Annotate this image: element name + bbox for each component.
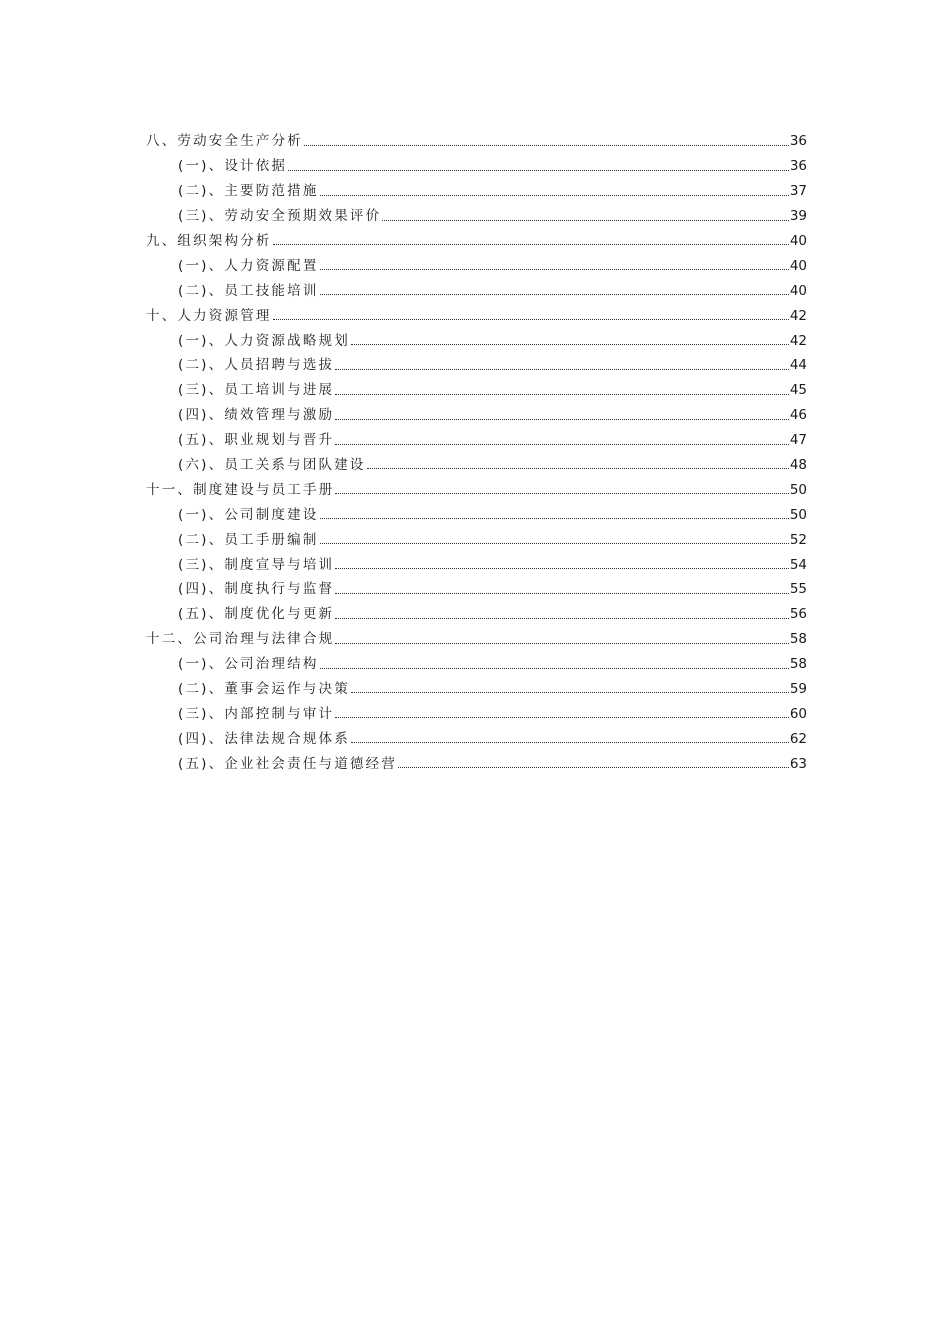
toc-entry-page-number: 46 <box>789 407 807 424</box>
toc-entry-page-number: 48 <box>789 456 807 473</box>
dot-leader <box>335 493 788 494</box>
toc-entry[interactable] <box>146 151 807 176</box>
toc-entry[interactable] <box>146 574 807 599</box>
dot-leader <box>351 692 789 693</box>
toc-entry-label: 十一、制度建设与员工手册 <box>146 481 335 498</box>
dot-leader <box>320 518 789 519</box>
dot-leader <box>335 593 789 594</box>
toc-entry[interactable] <box>146 624 807 649</box>
toc-entry-page-number: 55 <box>789 581 807 598</box>
dot-leader <box>335 394 789 395</box>
toc-entry[interactable] <box>146 300 807 325</box>
toc-entry-label: (五)、职业规划与晋升 <box>178 432 335 449</box>
toc-entry-label: (二)、员工技能培训 <box>178 282 319 299</box>
toc-entry-label: (四)、绩效管理与激励 <box>178 407 335 424</box>
toc-entry-page-number: 39 <box>789 208 807 225</box>
toc-entry-label: (二)、员工手册编制 <box>178 531 319 548</box>
toc-entry[interactable] <box>146 400 807 425</box>
toc-entry-label: (六)、员工关系与团队建设 <box>178 456 366 473</box>
dot-leader <box>335 419 789 420</box>
dot-leader <box>367 468 789 469</box>
dot-leader <box>335 568 789 569</box>
toc-entry-label: (一)、设计依据 <box>178 158 288 175</box>
toc-entry[interactable] <box>146 201 807 226</box>
dot-leader <box>351 742 789 743</box>
toc-entry-label: 十、人力资源管理 <box>146 307 272 324</box>
toc-entry-label: 九、组织架构分析 <box>146 232 272 249</box>
toc-entry-page-number: 37 <box>789 183 807 200</box>
toc-entry-page-number: 54 <box>789 556 807 573</box>
toc-entry-label: (一)、公司治理结构 <box>178 656 319 673</box>
toc-entry[interactable] <box>146 450 807 475</box>
toc-entry-label: (三)、内部控制与审计 <box>178 705 335 722</box>
toc-entry[interactable] <box>146 425 807 450</box>
toc-entry-page-number: 45 <box>789 382 807 399</box>
toc-entry-label: (五)、企业社会责任与道德经营 <box>178 755 398 772</box>
toc-entry-page-number: 52 <box>789 531 807 548</box>
dot-leader <box>382 220 788 221</box>
toc-entry-page-number: 62 <box>789 730 807 747</box>
toc-entry[interactable] <box>146 524 807 549</box>
toc-entry[interactable] <box>146 674 807 699</box>
toc-entry-label: (三)、制度宣导与培训 <box>178 556 335 573</box>
toc-entry-label: (四)、制度执行与监督 <box>178 581 335 598</box>
toc-entry[interactable] <box>146 698 807 723</box>
dot-leader <box>320 543 789 544</box>
toc-entry-page-number: 42 <box>789 332 807 349</box>
toc-entry-label: 十二、公司治理与法律合规 <box>146 631 335 648</box>
toc-entry-page-number: 36 <box>789 158 807 175</box>
toc-entry[interactable] <box>146 226 807 251</box>
dot-leader <box>335 618 789 619</box>
toc-entry-label: (二)、主要防范措施 <box>178 183 319 200</box>
toc-entry[interactable] <box>146 499 807 524</box>
toc-entry[interactable] <box>146 599 807 624</box>
toc-entry-page-number: 40 <box>789 282 807 299</box>
toc-entry-page-number: 42 <box>789 307 807 324</box>
toc-entry-page-number: 47 <box>789 432 807 449</box>
toc-entry-label: (一)、公司制度建设 <box>178 506 319 523</box>
dot-leader <box>320 269 789 270</box>
toc-entry-page-number: 50 <box>789 506 807 523</box>
dot-leader <box>320 668 789 669</box>
dot-leader <box>351 344 789 345</box>
toc-entry-page-number: 58 <box>789 631 807 648</box>
toc-entry-page-number: 59 <box>789 680 807 697</box>
toc-entry[interactable] <box>146 176 807 201</box>
dot-leader <box>320 195 789 196</box>
dot-leader <box>335 444 789 445</box>
dot-leader <box>320 294 789 295</box>
toc-entry[interactable] <box>146 474 807 499</box>
dot-leader <box>398 767 789 768</box>
toc-entry-page-number: 40 <box>789 257 807 274</box>
toc-entry-label: (三)、员工培训与进展 <box>178 382 335 399</box>
dot-leader <box>288 170 789 171</box>
dot-leader <box>304 145 789 146</box>
toc-entry-page-number: 40 <box>789 232 807 249</box>
toc-entry[interactable] <box>146 350 807 375</box>
dot-leader <box>273 244 789 245</box>
toc-entry-page-number: 58 <box>789 656 807 673</box>
toc-entry-label: (四)、法律法规合规体系 <box>178 730 350 747</box>
dot-leader <box>335 643 788 644</box>
toc-entry[interactable] <box>146 275 807 300</box>
toc-entry-page-number: 44 <box>789 357 807 374</box>
toc-entry-label: (三)、劳动安全预期效果评价 <box>178 208 382 225</box>
dot-leader <box>273 319 789 320</box>
toc-entry-page-number: 60 <box>789 705 807 722</box>
toc-entry[interactable] <box>146 549 807 574</box>
toc-entry-page-number: 56 <box>789 606 807 623</box>
toc-entry-label: (一)、人力资源配置 <box>178 257 319 274</box>
table-of-contents <box>146 126 807 773</box>
toc-entry[interactable] <box>146 126 807 151</box>
toc-entry[interactable] <box>146 375 807 400</box>
dot-leader <box>335 369 789 370</box>
toc-entry[interactable] <box>146 723 807 748</box>
toc-entry-label: (五)、制度优化与更新 <box>178 606 335 623</box>
toc-entry-label: (二)、董事会运作与决策 <box>178 680 350 697</box>
toc-entry[interactable] <box>146 748 807 773</box>
toc-entry-page-number: 63 <box>789 755 807 772</box>
toc-entry[interactable] <box>146 250 807 275</box>
toc-entry-label: (一)、人力资源战略规划 <box>178 332 350 349</box>
dot-leader <box>335 717 789 718</box>
toc-entry-page-number: 50 <box>789 481 807 498</box>
toc-entry-page-number: 36 <box>789 133 807 150</box>
toc-entry-label: (二)、人员招聘与选拔 <box>178 357 335 374</box>
toc-entry-label: 八、劳动安全生产分析 <box>146 133 303 150</box>
toc-entry[interactable] <box>146 325 807 350</box>
toc-entry[interactable] <box>146 649 807 674</box>
